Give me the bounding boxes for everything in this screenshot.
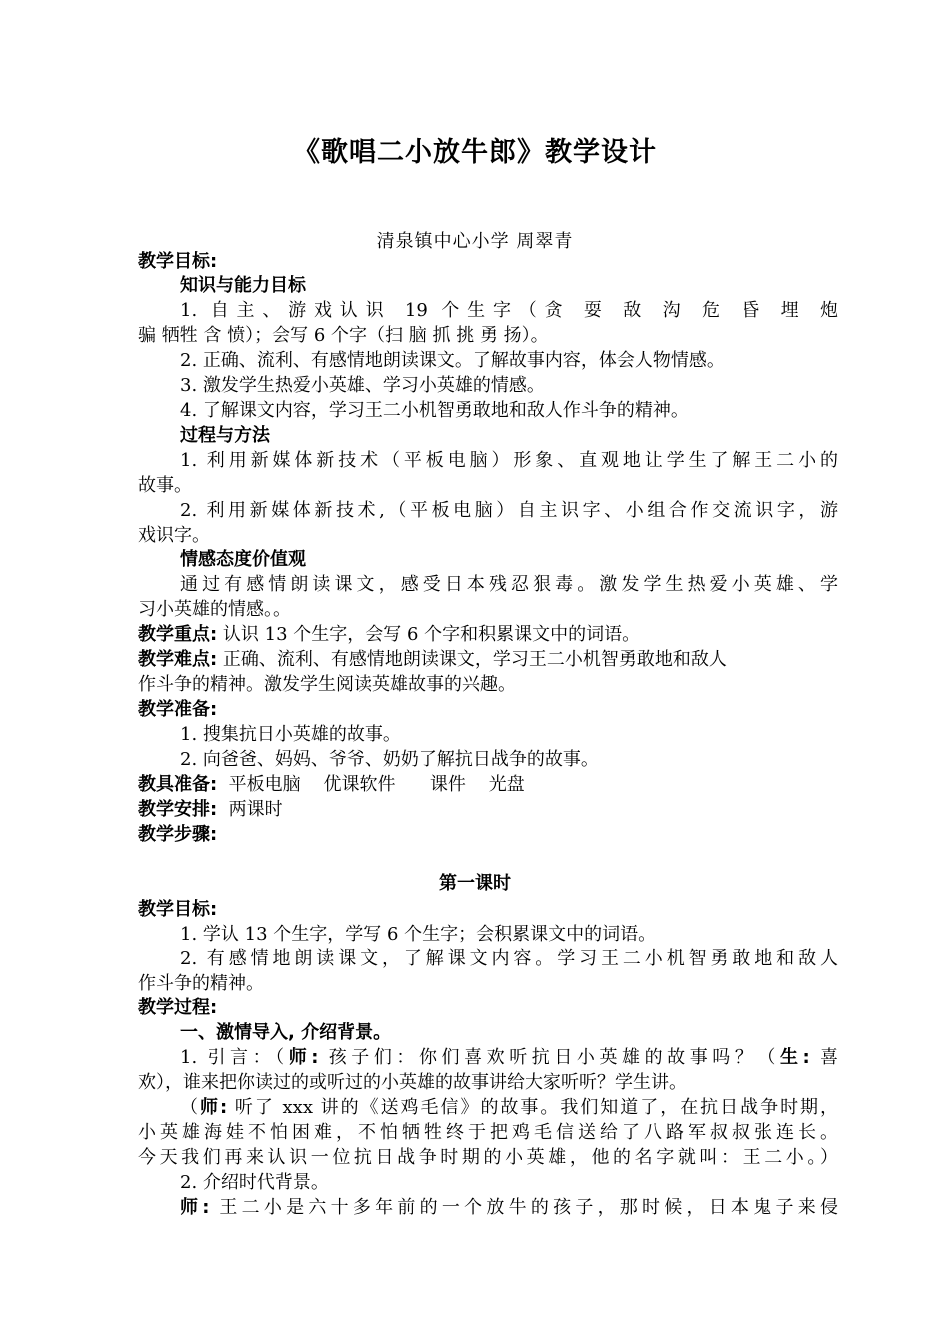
steps-label: 教学步骤: xyxy=(138,824,218,845)
preparation-label: 教学准备: xyxy=(138,699,218,720)
paragraph-line: 1. 学认 13 个生字，学写 6 个生字；会积累课文中的词语。 xyxy=(180,924,657,945)
teacher-label: 师: xyxy=(180,1197,210,1218)
subheading-emotion: 情感态度价值观 xyxy=(180,549,306,570)
paragraph-line: 戏识字。 xyxy=(138,525,210,546)
paragraph-line: 作斗争的精神。激发学生阅读英雄故事的兴趣。 xyxy=(138,674,516,695)
lesson-goals-label: 教学目标: xyxy=(138,899,218,920)
text-run: 孩子们：你们喜欢听抗日小英雄的故事吗？（ xyxy=(318,1047,780,1068)
paragraph-line: 2. 有感情地朗读课文，了解课文内容。学习王二小机智勇敢地和敌人 xyxy=(180,948,838,969)
key-points-text: 认识 13 个生字，会写 6 个字和积累课文中的词语。 xyxy=(217,624,641,645)
teacher-label: 师: xyxy=(288,1047,319,1068)
subheading-process: 过程与方法 xyxy=(180,425,270,446)
key-points-line xyxy=(138,623,838,647)
paragraph-line: 故事。 xyxy=(138,475,192,496)
subheading-knowledge: 知识与能力目标 xyxy=(180,275,306,296)
paragraph-line: 欢），谁来把你读过的或听过的小英雄的故事讲给大家听听？学生讲。 xyxy=(138,1072,687,1093)
text-run: （ xyxy=(180,1097,200,1118)
paragraph-line xyxy=(180,1196,838,1220)
paragraph-line: 3. 激发学生热爱小英雄、学习小英雄的情感。 xyxy=(180,375,545,396)
difficulties-line xyxy=(138,648,838,672)
paragraph-line xyxy=(180,1046,838,1070)
author-line: 清泉镇中心小学 周翠青 xyxy=(376,231,574,252)
step-heading: 一、激情导入, 介绍背景。 xyxy=(180,1022,392,1043)
text-run: 王二小是六十多年前的一个放牛的孩子，那时候，日本鬼子来侵 xyxy=(209,1197,839,1218)
text-run: 喜 xyxy=(809,1047,838,1068)
paragraph-line: 通过有感情朗读课文，感受日本残忍狠毒。激发学生热爱小英雄、学 xyxy=(180,574,838,595)
paragraph-line xyxy=(180,1096,838,1120)
paragraph-line: 1. 搜集抗日小英雄的故事。 xyxy=(180,724,401,745)
text-run: 听了 xxx 讲的《送鸡毛信》的故事。我们知道了，在抗日战争时期， xyxy=(227,1097,839,1118)
paragraph-line: 1. 自主、游戏认识 19 个生字（贪 耍 敌 沟 危 昏 埋 炮 xyxy=(180,300,838,321)
teacher-label: 师: xyxy=(199,1097,228,1118)
paragraph-line: 骗 牺牲 含 愤）；会写 6 个字（扫 脑 抓 挑 勇 扬）。 xyxy=(138,325,549,346)
paragraph-line: 2. 介绍时代背景。 xyxy=(180,1172,329,1193)
difficulties-text: 正确、流利、有感情地朗读课文，学习王二小机智勇敢地和敌人 xyxy=(217,649,727,670)
key-points-label: 教学重点: xyxy=(138,624,218,645)
lesson-heading: 第一课时 xyxy=(439,873,511,894)
paragraph-line: 1. 利用新媒体新技术（平板电脑）形象、直观地让学生了解王二小的 xyxy=(180,450,838,471)
paragraph-line: 作斗争的精神。 xyxy=(138,973,264,994)
paragraph-line: 2. 利用新媒体新技术,（平板电脑）自主识字、小组合作交流识字，游 xyxy=(180,500,838,521)
text-run: 1. 引言：（ xyxy=(180,1047,289,1068)
paragraph-line: 2. 正确、流利、有感情地朗读课文。了解故事内容，体会人物情感。 xyxy=(180,350,725,371)
paragraph-line: 今天我们再来认识一位抗日战争时期的小英雄，他的名字就叫：王二小。） xyxy=(138,1147,838,1168)
paragraph-line: 4. 了解课文内容，学习王二小机智勇敢地和敌人作斗争的精神。 xyxy=(180,400,689,421)
arrangement-label: 教学安排: xyxy=(138,799,218,820)
arrangement-text: 两课时 xyxy=(217,799,283,820)
paragraph-line: 2. 向爸爸、妈妈、爷爷、奶奶了解抗日战争的故事。 xyxy=(180,749,599,770)
section-heading-goals: 教学目标: xyxy=(138,251,218,272)
student-label: 生: xyxy=(779,1047,810,1068)
tools-label: 教具准备: xyxy=(138,774,218,795)
tools-text: 平板电脑 优课软件 课件 光盘 xyxy=(217,774,525,795)
difficulties-label: 教学难点: xyxy=(138,649,218,670)
document-title: 《歌唱二小放牛郎》教学设计 xyxy=(293,137,657,168)
paragraph-line: 习小英雄的情感。。 xyxy=(138,599,291,620)
paragraph-line: 小英雄海娃不怕困难，不怕牺牲终于把鸡毛信送给了八路军叔叔张连长。 xyxy=(138,1122,838,1143)
teaching-process-label: 教学过程: xyxy=(138,997,218,1018)
tools-line xyxy=(138,773,838,797)
arrangement-line xyxy=(138,798,838,822)
